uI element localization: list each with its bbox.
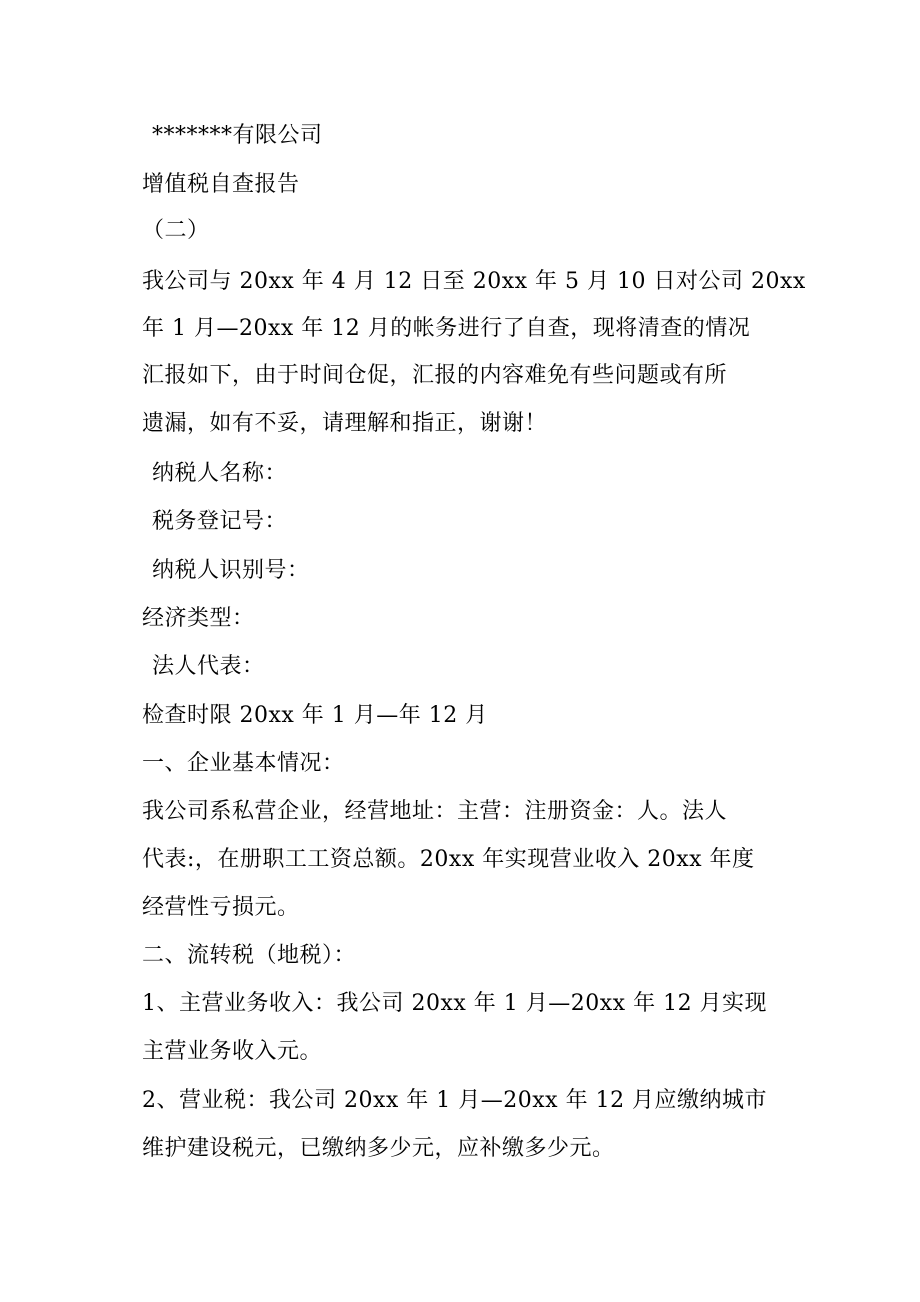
section1-line-3: 经营性亏损元。 bbox=[142, 895, 300, 920]
field-legal-representative: 法人代表： bbox=[152, 654, 265, 679]
field-inspection-period: 检查时限 20xx 年 1 月—年 12 月 bbox=[142, 703, 488, 728]
report-subtitle: （二） bbox=[142, 218, 210, 243]
field-taxpayer-id: 纳税人识别号： bbox=[152, 558, 310, 583]
field-economic-type: 经济类型： bbox=[142, 606, 255, 631]
company-name: *******有限公司 bbox=[152, 123, 323, 148]
section2-item2-line-1: 2、营业税：我公司 20xx 年 1 月—20xx 年 12 月应缴纳城市 bbox=[142, 1088, 768, 1113]
section1-heading: 一、企业基本情况： bbox=[142, 751, 345, 776]
section2-item2-line-2: 维护建设税元，已缴纳多少元，应补缴多少元。 bbox=[142, 1136, 615, 1161]
section2-heading: 二、流转税（地税）： bbox=[142, 943, 357, 968]
report-title: 增值税自查报告 bbox=[142, 172, 300, 197]
section2-item1-line-2: 主营业务收入元。 bbox=[142, 1039, 323, 1064]
intro-line-1: 我公司与 20xx 年 4 月 12 日至 20xx 年 5 月 10 日对公司 20xx bbox=[142, 269, 806, 294]
section2-item1-line-1: 1、主营业务收入：我公司 20xx 年 1 月—20xx 年 12 月实现 bbox=[142, 991, 768, 1016]
field-taxpayer-name: 纳税人名称： bbox=[152, 461, 288, 486]
field-tax-registration-no: 税务登记号： bbox=[152, 509, 288, 534]
intro-line-4: 遗漏，如有不妥，请理解和指正，谢谢！ bbox=[142, 411, 548, 436]
intro-line-2: 年 1 月—20xx 年 12 月的帐务进行了自查，现将清查的情况 bbox=[142, 316, 751, 341]
section1-line-1: 我公司系私营企业，经营地址：主营：注册资金：人。法人 bbox=[142, 799, 728, 824]
section1-line-2: 代表:，在册职工工资总额。20xx 年实现营业收入 20xx 年度 bbox=[142, 847, 755, 872]
intro-line-3: 汇报如下，由于时间仓促，汇报的内容难免有些问题或有所 bbox=[142, 363, 728, 388]
